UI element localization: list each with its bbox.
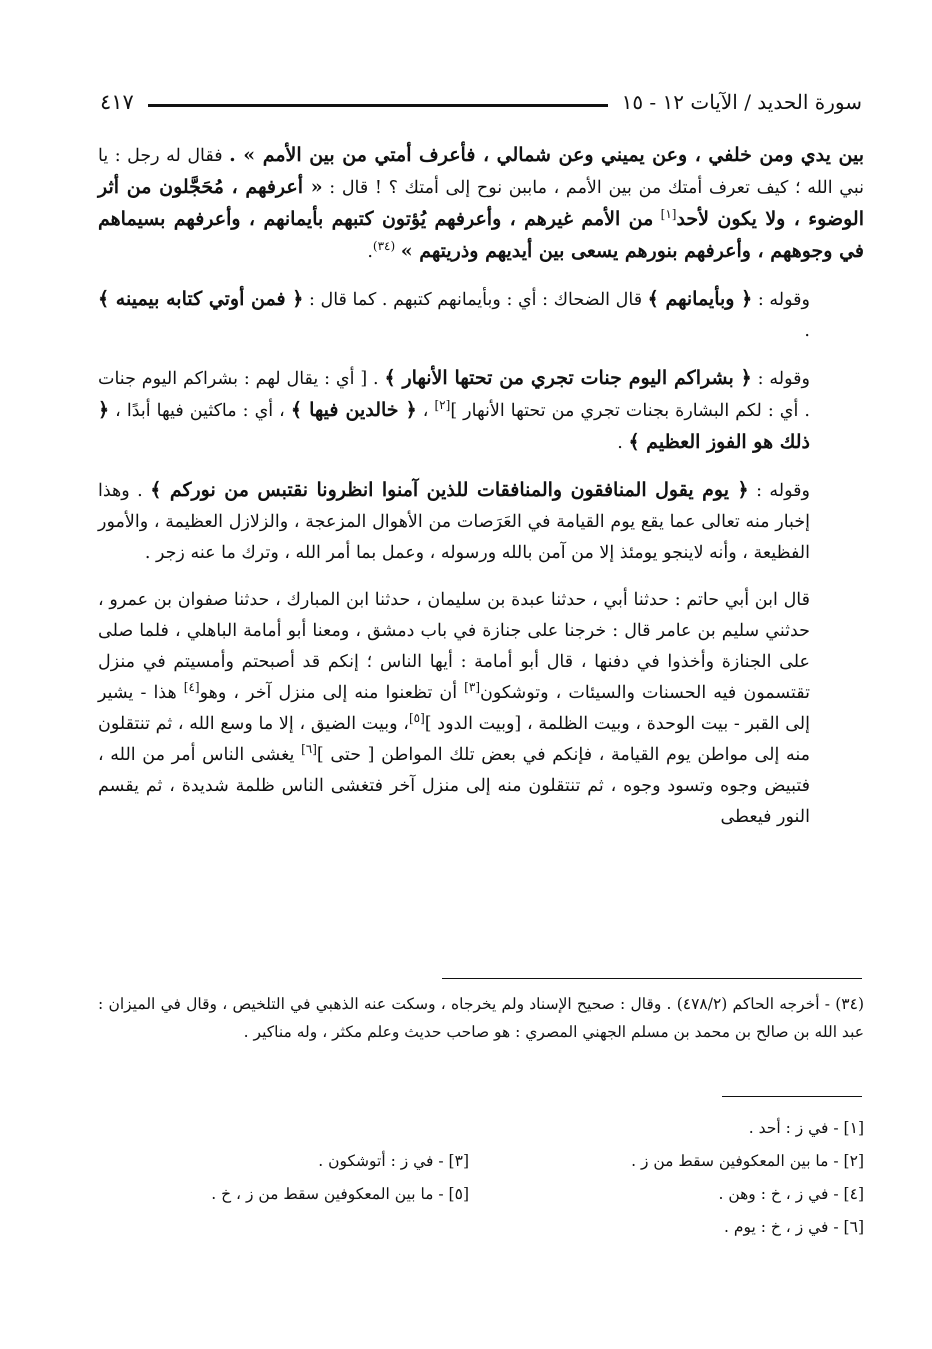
period: . bbox=[617, 433, 623, 453]
comma: ، bbox=[422, 401, 429, 421]
variant-ref-5: [٥] bbox=[408, 711, 425, 726]
variant-note bbox=[98, 1112, 469, 1145]
paragraph-munafiqun bbox=[98, 475, 864, 569]
variant-ref-3: [٣] bbox=[464, 680, 480, 695]
paragraph-bi-aymanihim bbox=[98, 284, 864, 347]
variant-ref-2: [٢] bbox=[434, 398, 451, 413]
verse-text: ﴿ وبأيمانهم ﴾ bbox=[647, 288, 753, 310]
verse-text: ﴿ بشراكم اليوم جنات تجري من تحتها الأنهار ﴾ bbox=[384, 367, 752, 389]
hadith-text-1: بين يدي ومن خلفي ، وعن يميني وعن شمالي ، فأعرف أمتي من بين الأمم » . bbox=[229, 144, 864, 166]
page-header bbox=[100, 84, 862, 120]
variant-note: [١] - في ز : أحد . bbox=[748, 1119, 864, 1137]
narration-text: ، وبيت الضيق ، إلا ما وسع الله ، ثم تنتقلون منه إلى مواطن يوم القيامة ، فإنكم في بعض تلك المواطن [ حتى ] bbox=[98, 714, 810, 765]
verse-text: ﴿ ذلك هو الفوز العظيم ﴾ bbox=[98, 399, 810, 453]
variant-note bbox=[98, 1211, 469, 1244]
paragraph-bushrakum bbox=[98, 363, 864, 459]
narration-text: فقال له رجل : يا نبي الله ؛ كيف تعرف أمتك من بين الأمم ، ماببن نوح إلى أمتك ؟ ! قال : bbox=[98, 146, 864, 198]
variants-separator bbox=[722, 1096, 862, 1097]
main-text bbox=[98, 140, 864, 833]
footnote-text: (٣٤) - أخرجه الحاكم (٤٧٨/٢) . وقال : صحيح الإسناد ولم يخرجاه ، وسكت عنه الذهبي في التلخيص ، وقال في الميزان : عبد الله بن صالح بن محمد بن مسلم الجهني المصري : هو صاحب حديث وعلم مكثر ، وله مناكير . bbox=[98, 995, 864, 1041]
lead-text: وقوله : bbox=[757, 290, 810, 310]
variant-note: [٢] - ما بين المعكوفين سقط من ز . bbox=[631, 1152, 864, 1170]
paragraph-abu-umama-narration bbox=[98, 585, 864, 833]
lead-text: وقوله : bbox=[757, 369, 810, 389]
verse-text: ﴿ يوم يقول المنافقون والمنافقات للذين آمنوا انظرونا نقتبس من نوركم ﴾ bbox=[150, 479, 749, 501]
page-number: ٤١٧ bbox=[100, 90, 134, 114]
variants-row bbox=[98, 1112, 864, 1145]
verse-text: ﴿ فمن أوتي كتابه بيمينه ﴾ bbox=[98, 288, 304, 310]
paragraph-hadith-end bbox=[98, 140, 864, 268]
commentary-text: . وهذا إخبار منه تعالى عما يقع يوم القيامة في العَرَصات من الأهوال المزعجة ، والزلازل العظيمة ، والأمور الفظيعة ، وأنه لاينجو يومئذ إلا من آمن بالله ورسوله ، وعمل بما أمر الله ، وترك ما عنه زجر . bbox=[98, 481, 810, 563]
variant-note: [٤] - في ز ، خ : وهن . bbox=[718, 1185, 864, 1203]
narration-text: أن تظعنوا منه إلى منزل آخر ، وهو bbox=[199, 683, 458, 703]
manuscript-variants bbox=[98, 1112, 864, 1244]
footnote-ref-34: (٣٤) bbox=[372, 239, 396, 254]
commentary-text: قال الضحاك : أي : وبأيمانهم كتبهم . كما قال : bbox=[308, 290, 643, 310]
narration-text: قال ابن أبي حاتم : حدثنا أبي ، حدثنا عبدة بن سليمان ، حدثنا ابن المبارك ، حدثنا صفوان بن عمرو ، حدثني سليم بن عامر قال : خرجنا على جنازة في باب دمشق ، ومعنا أبو أمامة الباهلي ، فلما صلى على الجنازة وأخذوا في دفنها ، قال أبو أمامة : أيها الناس ؛ إنكم قد أصبحتم وأمسيتم في منزل تقتسمون فيه الحسنات والسيئات ، وتوشكون bbox=[98, 590, 810, 703]
lead-text: وقوله : bbox=[756, 481, 810, 501]
footnote-34 bbox=[98, 990, 864, 1046]
variant-note: [٥] - ما بين المعكوفين سقط من ز ، خ . bbox=[211, 1185, 469, 1203]
variant-ref-6: [٦] bbox=[301, 742, 317, 757]
narration-text: هذا - يشير إلى القبر - بيت الوحدة ، وبيت الظلمة ، [وبيت الدود ] bbox=[98, 683, 811, 734]
variant-ref-1: [١] bbox=[660, 207, 677, 222]
variants-row bbox=[98, 1211, 864, 1244]
narration-text: يغشى الناس أمر من الله ، فتبيض وجوه وتسود وجوه ، ثم تنتقلون منه إلى منزل آخر فتغشى الناس ظلمة شديدة ، ثم يقسم النور فيعطى bbox=[98, 745, 810, 827]
running-title: سورة الحديد / الآيات ١٢ - ١٥ bbox=[621, 90, 862, 114]
hadith-text-3: من الأمم غيرهم ، وأعرفهم يُؤتون كتبهم بأيمانهم ، وأعرفهم بسيماهم في وجوههم ، وأعرفهم بنورهم يسعى بين أيديهم وذريتهم » bbox=[98, 208, 864, 262]
verse-text: ﴿ خالدين فيها ﴾ bbox=[290, 399, 417, 421]
variant-note: [٣] - في ز : أتوشكون . bbox=[318, 1152, 469, 1170]
variant-ref-4: [٤] bbox=[183, 680, 200, 695]
period: . bbox=[367, 242, 373, 262]
footnote-separator bbox=[442, 978, 862, 979]
hadith-text-2: « أعرفهم ، مُحَجَّلون من أثر الوضوء ، ولا يكون لأحد bbox=[98, 176, 864, 230]
variants-row bbox=[98, 1178, 864, 1211]
period: . bbox=[804, 321, 810, 341]
variant-note: [٦] - في ز ، خ : يوم . bbox=[724, 1218, 864, 1236]
commentary-text: ، أي : ماكثين فيها أبدًا ، bbox=[115, 401, 285, 421]
header-rule bbox=[148, 104, 608, 107]
variants-row bbox=[98, 1145, 864, 1178]
commentary-text: . [ أي : يقال لهم : بشراكم اليوم جنات . أي : لكم البشارة بجنات تجري من تحتها الأنهار ] bbox=[98, 369, 810, 421]
